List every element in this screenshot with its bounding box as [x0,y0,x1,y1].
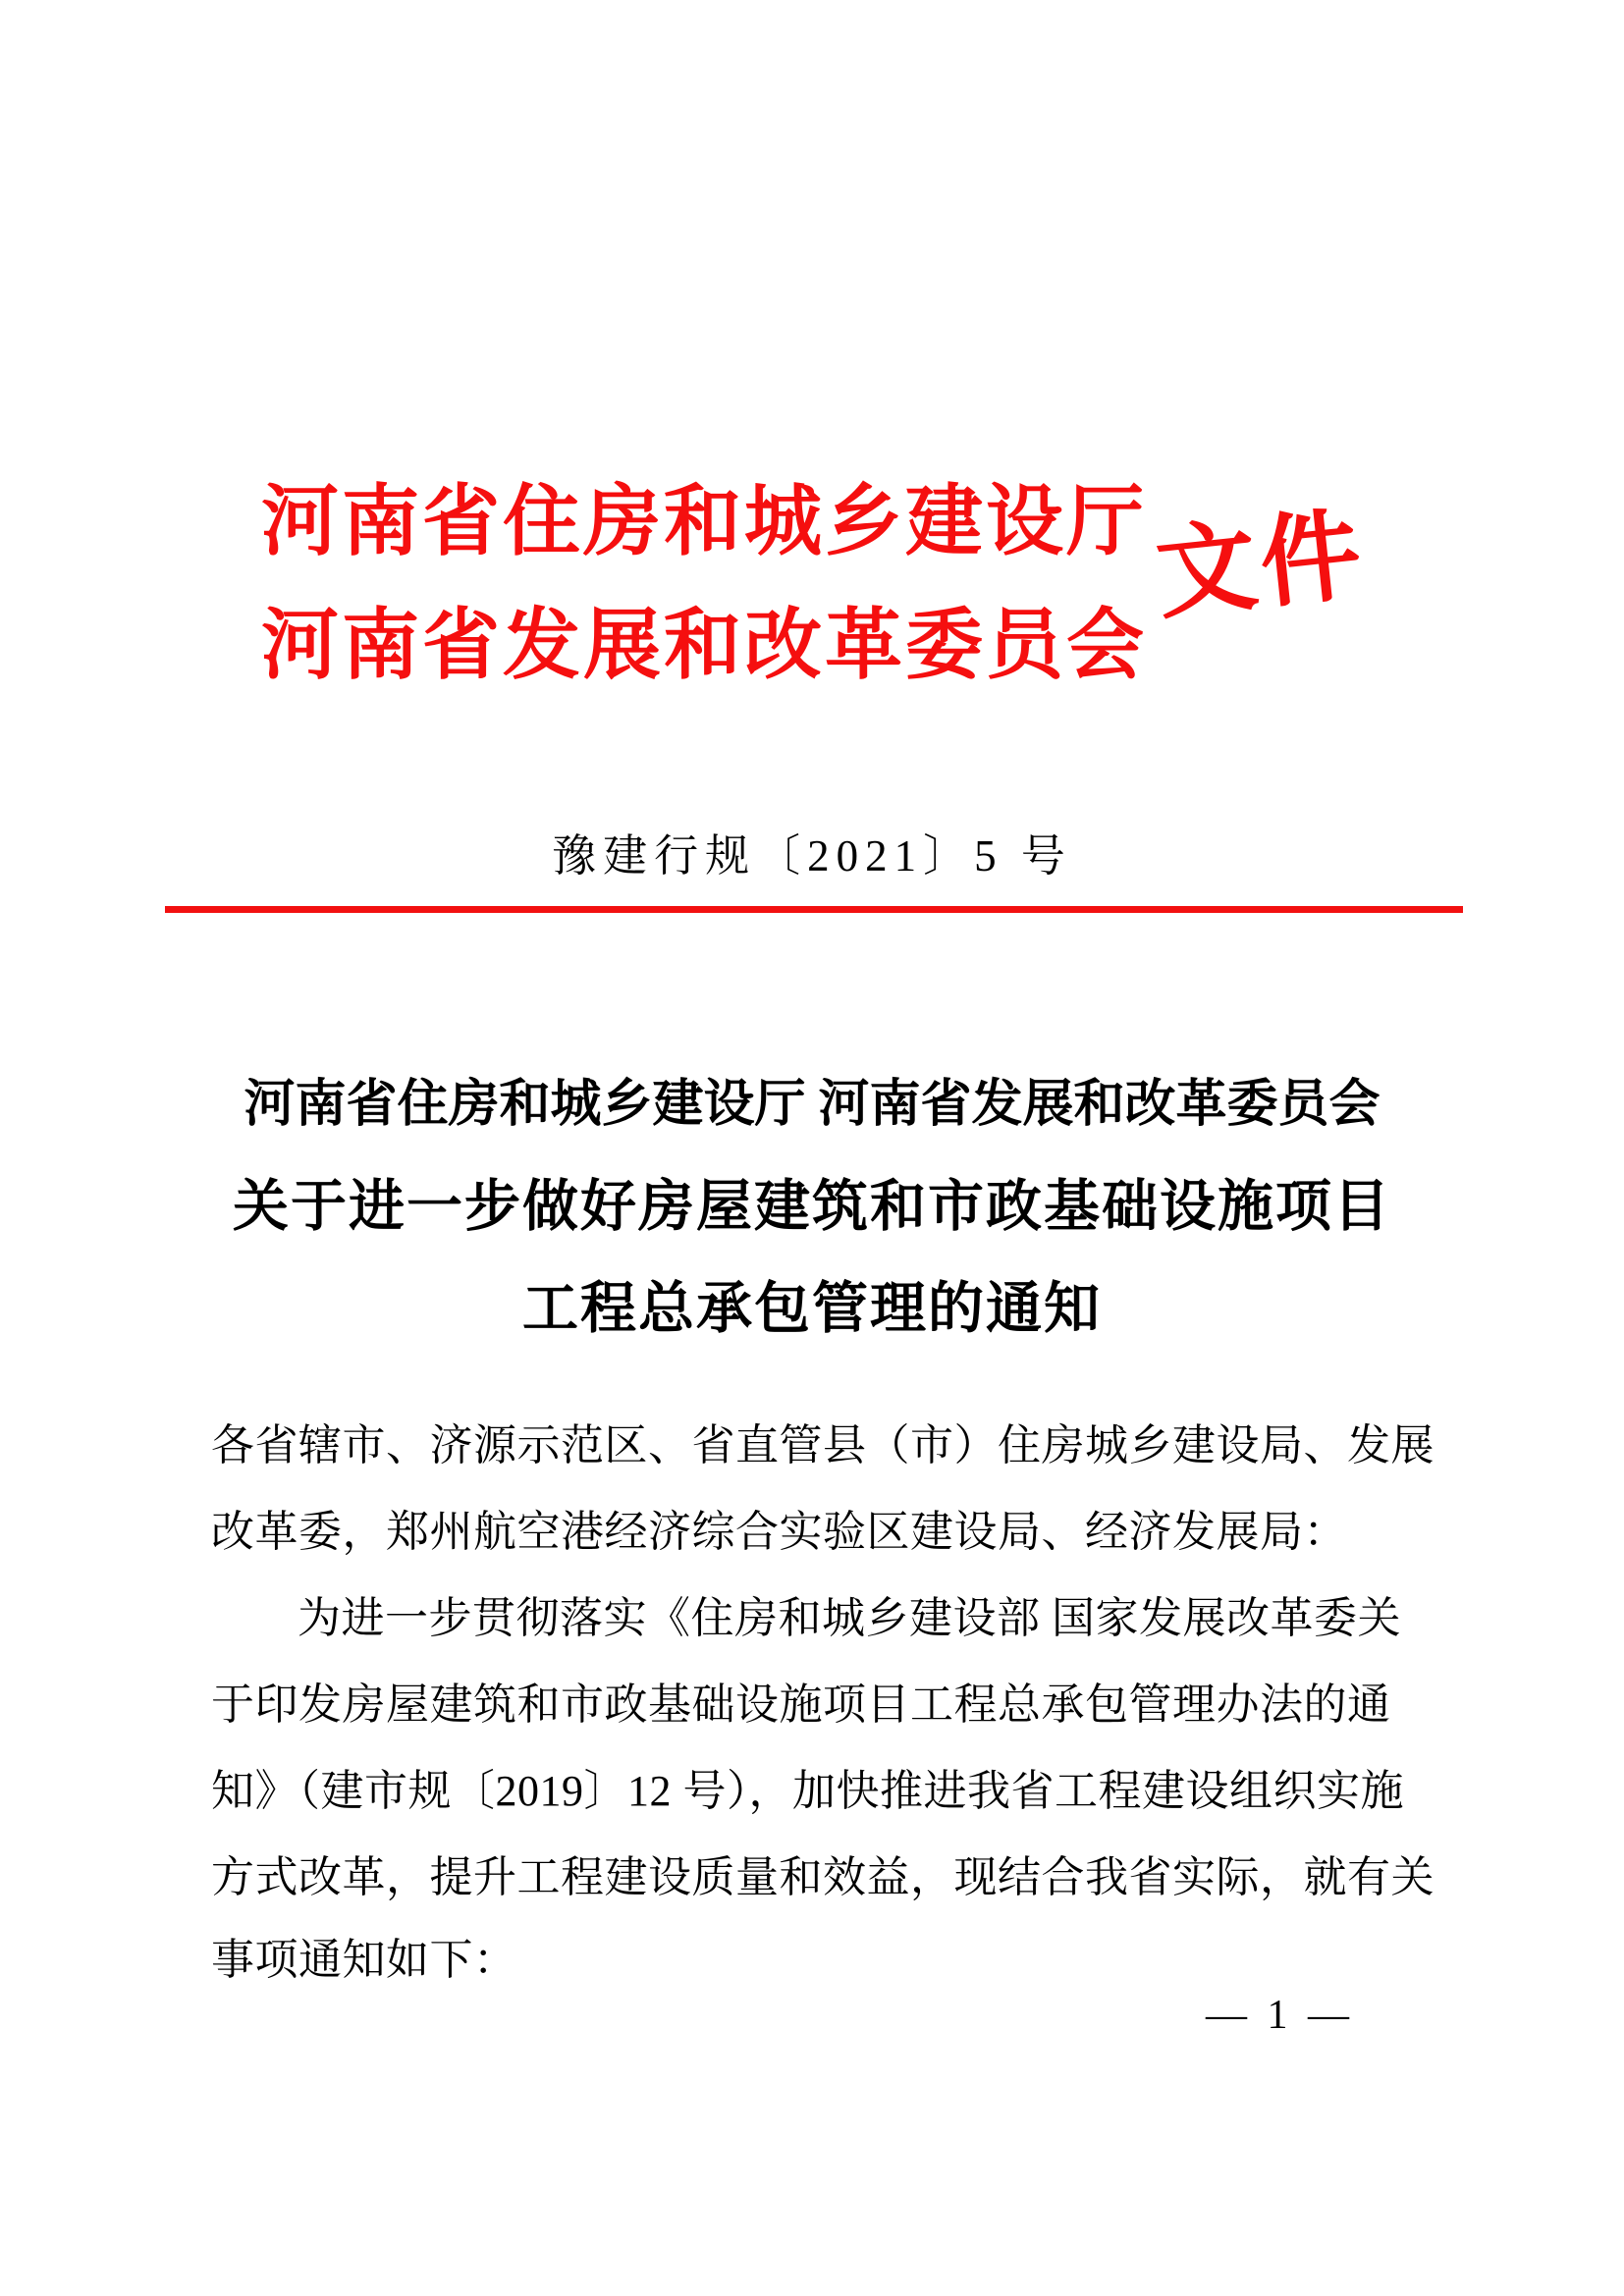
paragraph-line: 方式改革，提升工程建设质量和效益，现结合我省实际，就有关 [211,1853,1435,1901]
paragraph-line: 事项通知如下： [211,1936,517,1984]
page-number: — 1 — [1206,1993,1354,2038]
title-line1: 河南省住房和城乡建设厅 河南省发展和改革委员会 [244,1077,1380,1133]
recipients-line: 改革委，郑州航空港经济综合实验区建设局、经济发展局： [211,1508,1347,1556]
letterhead-agency-names [261,461,1147,709]
doc-type-label: 文件 [1151,500,1371,632]
paragraph-line: 于印发房屋建筑和市政基础设施项目工程总承包管理办法的通 [211,1681,1391,1729]
agency-name-line2: 河南省发展和改革委员会 [261,604,1147,689]
title-line2: 关于进一步做好房屋建筑和市政基础设施项目 [233,1176,1391,1238]
paragraph-line: 知》（建市规〔2019〕12 号），加快推进我省工程建设组织实施 [211,1767,1404,1815]
red-divider-rule [165,906,1463,913]
title-line3: 工程总承包管理的通知 [522,1278,1102,1340]
agency-name-line1: 河南省住房和城乡建设厅 [261,480,1147,565]
paragraph-line: 为进一步贯彻落实《住房和城乡建设部 国家发展改革委关 [298,1594,1401,1642]
recipients-line: 各省辖市、济源示范区、省直管县（市）住房城乡建设局、发展 [211,1421,1435,1469]
document-title [0,1054,1624,1361]
doc-number: 豫建行规〔2021〕5 号 [552,831,1072,881]
